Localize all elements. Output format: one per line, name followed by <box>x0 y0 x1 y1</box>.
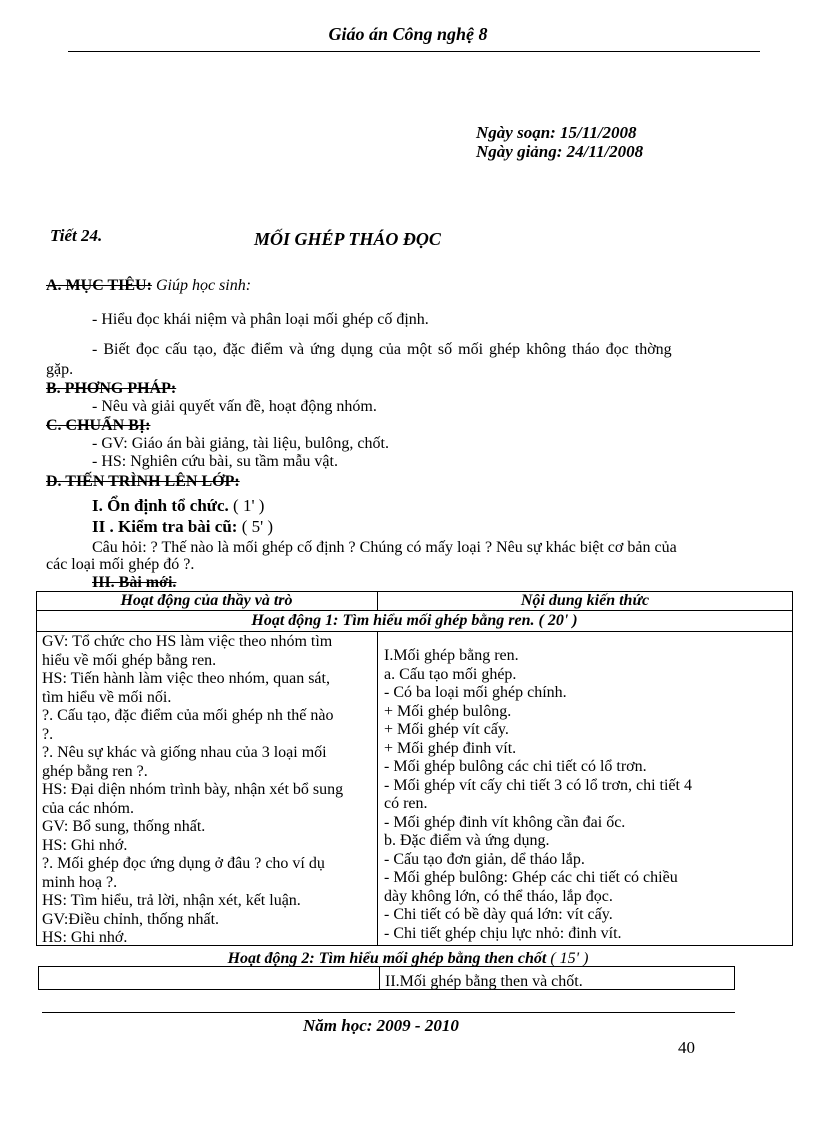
activity-1-left-line: GV: Bổ sung, thống nhất. <box>42 818 206 835</box>
section-a-item-2-continued: gặp. <box>46 361 74 378</box>
activity-1-content-column <box>384 647 692 943</box>
activity-1-left-line: ghép bằng ren ?. <box>42 762 148 780</box>
activity-1-left-line: minh hoạ ?. <box>42 873 118 891</box>
lesson-title: MỐI GHÉP THÁO ĐỌC <box>254 229 441 249</box>
step-1-label: I. Ổn định tổ chức. <box>92 496 229 515</box>
step-2-time: ( 5' ) <box>241 517 274 536</box>
activity-1-left-line: HS: Tiến hành làm việc theo nhóm, quan sát, <box>42 670 330 687</box>
review-question-line-2: các loại mối ghép đó ?. <box>46 556 195 573</box>
activity-1-left-line: HS: Đại diện nhóm trình bày, nhận xét bổ sung <box>42 781 344 798</box>
activity-1-right-line: dày không lớn, có thể tháo, lắp đọc. <box>384 887 613 905</box>
activity-1-right-line: có ren. <box>384 795 428 812</box>
activity-1-right-line: - Chi tiết có bề dày quá lớn: vít cấy. <box>384 906 613 923</box>
section-c-item-1: - GV: Giáo án bài giảng, tài liệu, bulông, chốt. <box>92 435 389 452</box>
activity-1-right-line: - Chi tiết ghép chịu lực nhỏ: đinh vít. <box>384 924 622 942</box>
date-prepared: Ngày soạn: 15/11/2008 <box>476 123 637 142</box>
column-header-activities: Hoạt động của thầy và trò <box>120 592 293 609</box>
activity-1-right-line: - Có ba loại mối ghép chính. <box>384 684 567 701</box>
section-a-item-2: - Biết đọc cấu tạo, đặc điểm và ứng dụng của một số mối ghép không tháo đọc thờng <box>92 341 672 358</box>
step-2-label: II . Kiểm tra bài cũ: <box>92 517 238 536</box>
activity-1-right-line: + Mối ghép đinh vít. <box>384 739 517 757</box>
section-a-intro: Giúp học sinh: <box>155 277 252 294</box>
activity-1-left-line: hiểu về mối ghép bằng ren. <box>42 651 217 669</box>
step-1 <box>92 496 264 516</box>
activity-1-right-line: + Mối ghép vít cấy. <box>384 721 509 738</box>
activity-1-left-line: tìm hiểu về mối nối. <box>42 688 172 706</box>
section-a-heading: A. MỤC TIÊU: <box>46 277 152 294</box>
activity-1-right-line: a. Cấu tạo mối ghép. <box>384 665 517 683</box>
activity-1-left-line: HS: Ghi nhớ. <box>42 836 128 854</box>
column-header-content: Nội dung kiến thức <box>520 592 650 609</box>
activity-1-left-line: GV: Tổ chức cho HS làm việc theo nhóm tìm <box>42 633 333 650</box>
activity-1-header: Hoạt động 1: Tìm hiểu mối ghép bằng ren. ( 20' ) <box>251 612 578 629</box>
date-taught: Ngày giảng: 24/11/2008 <box>476 142 644 161</box>
section-c-item-2: - HS: Nghiên cứu bài, su tầm mẫu vật. <box>92 453 338 470</box>
activity-1-left-line: HS: Tìm hiểu, trả lời, nhận xét, kết luận. <box>42 892 301 909</box>
activity-1-right-line: - Mối ghép đinh vít không cần đai ốc. <box>384 813 626 831</box>
document-header: Giáo án Công nghệ 8 <box>328 24 488 44</box>
activity-1-left-line: GV:Điều chỉnh, thống nhất. <box>42 910 220 928</box>
activity-1-right-line: - Mối ghép vít cấy chi tiết 3 có lổ trơn, chi tiết 4 <box>384 776 692 794</box>
section-d-heading: D. TIẾN TRÌNH LÊN LỚP: <box>46 473 240 490</box>
section-b-item-1: - Nêu và giải quyết vấn đề, hoạt động nhóm. <box>92 398 377 415</box>
page-number: 40 <box>678 1038 695 1057</box>
step-3: III. Bài mới. <box>92 574 177 591</box>
activity-1-left-line: ?. Mối ghép đọc ứng dụng ở đâu ? cho ví dụ <box>42 855 325 872</box>
activity-2-title: Hoạt động 2: Tìm hiểu mối ghép bằng then chốt <box>227 950 547 967</box>
activity-1-right-line: b. Đặc điểm và ứng dụng. <box>384 832 550 849</box>
step-1-time: ( 1' ) <box>233 496 265 515</box>
section-a-item-1: - Hiểu đọc khái niệm và phân loại mối ghép cố định. <box>92 311 429 328</box>
activity-1-teacher-student-column <box>42 633 343 948</box>
activity-1-left-line: ?. Nêu sự khác và giống nhau của 3 loại mối <box>42 744 327 761</box>
lesson-number: Tiết 24. <box>50 226 103 245</box>
activity-1-right-line: - Mối ghép bulông: Ghép các chi tiết có chiều <box>384 869 678 886</box>
activity-1-left-line: ?. <box>42 725 54 743</box>
section-a <box>46 277 251 295</box>
section-b-heading: B. PHƠNG PHÁP: <box>46 380 177 397</box>
section-c-heading: C. CHUẨN BỊ: <box>46 417 151 434</box>
footer-rule <box>42 1012 735 1013</box>
activity-2-content: II.Mối ghép bằng then và chốt. <box>385 973 583 990</box>
step-2 <box>92 517 273 537</box>
activity-2-time: ( 15' ) <box>550 950 589 967</box>
activity-1-right-line: + Mối ghép bulông. <box>384 702 512 720</box>
review-question-line-1: Câu hỏi: ? Thế nào là mối ghép cố định ? Chúng có mấy loại ? Nêu sự khác biệt cơ bản của <box>92 539 677 556</box>
activity-1-left-line: ?. Cấu tạo, đặc điểm của mối ghép nh thế nào <box>42 707 334 724</box>
activity-1-right-line: - Cấu tạo đơn giản, dể tháo lắp. <box>384 850 585 868</box>
activity-1-left-line: của các nhóm. <box>42 799 134 817</box>
activity-1-right-line: I.Mối ghép bằng ren. <box>384 647 519 664</box>
activity-1-right-line: - Mối ghép bulông các chi tiết có lổ trơn. <box>384 758 647 775</box>
activity-1-left-line: HS: Ghi nhớ. <box>42 929 128 946</box>
header-rule <box>68 51 760 52</box>
school-year: Năm học: 2009 - 2010 <box>303 1016 459 1035</box>
